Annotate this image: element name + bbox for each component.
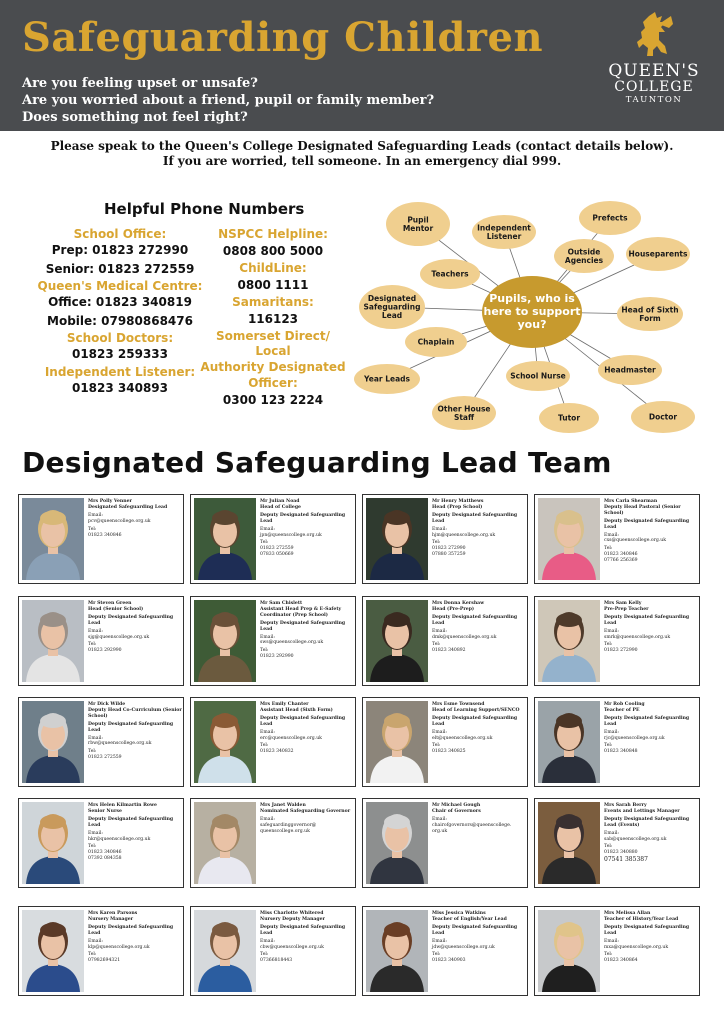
email-label: Email:	[604, 532, 619, 538]
diagram-node-label: Designated	[367, 294, 417, 303]
staff-name: Mrs Emily Chanter	[260, 702, 309, 707]
staff-card	[534, 596, 700, 686]
staff-role: Assistant Head (Sixth Form)	[260, 707, 333, 713]
staff-role: Deputy Head Pastoral (Senior School)	[604, 504, 681, 516]
staff-card	[362, 906, 528, 996]
staff-role: Head of College	[260, 504, 301, 510]
intro-line: If you are worried, tell someone. In an emergency dial 999.	[162, 154, 562, 168]
staff-name: Mrs Melissa Allan	[604, 911, 651, 916]
staff-phone: 01823 340832	[260, 749, 294, 755]
tel-label: Tel:	[88, 526, 97, 532]
staff-details	[260, 601, 354, 660]
staff-dsl-title: Deputy Designated Safeguarding Lead	[432, 715, 518, 727]
staff-details	[432, 803, 526, 835]
support-diagram-svg	[354, 197, 714, 437]
diagram-node-label: Houseparents	[628, 249, 688, 259]
staff-role: Senior Nurse	[88, 808, 122, 814]
staff-card	[362, 798, 528, 888]
diagram-node	[626, 237, 690, 271]
logo-text-queens: QUEEN'S	[608, 61, 700, 81]
staff-card	[190, 494, 356, 584]
tel-label: Tel:	[88, 952, 97, 958]
tel-label: Tel:	[260, 648, 269, 654]
staff-photo	[366, 701, 428, 783]
phone-label: School Office:	[73, 227, 167, 241]
staff-name: Miss Charlotte Whitered	[260, 911, 324, 916]
diagram-node-label: Outside	[567, 247, 601, 257]
staff-email: cbw@queenscollege.org.uk	[260, 944, 324, 950]
college-logo	[598, 10, 710, 115]
staff-phone: 01823 340892	[432, 648, 466, 654]
diagram-node-label: Other House	[437, 404, 491, 414]
staff-dsl-title: Deputy Designated Safeguarding Lead	[260, 924, 346, 936]
staff-email: hkr@queenscollege.org.uk	[88, 836, 151, 842]
diagram-node	[420, 259, 480, 289]
diagram-node	[405, 327, 467, 357]
email-label: Email:	[260, 816, 275, 822]
staff-details	[432, 601, 526, 654]
staff-email: sab@queenscollege.org.uk	[604, 836, 667, 842]
staff-details	[604, 499, 698, 564]
phone-label: Queen's Medical Centre:	[37, 279, 203, 293]
phone-label: ChildLine:	[239, 261, 307, 275]
staff-dsl-title: Deputy Designated Safeguarding Lead	[260, 512, 346, 524]
staff-phone: 01823 272559	[88, 755, 122, 761]
staff-phone: 01823 292990	[260, 654, 294, 660]
staff-card	[362, 494, 528, 584]
email-label: Email:	[88, 512, 103, 518]
staff-photo	[538, 600, 600, 682]
email-label: Email:	[260, 938, 275, 944]
phone-number: Prep: 01823 272990	[51, 243, 189, 257]
staff-photo	[22, 498, 84, 580]
email-label: Email:	[604, 938, 619, 944]
diagram-node-label: Form	[639, 313, 661, 323]
tel-label: Tel:	[604, 743, 613, 749]
tel-label: Tel:	[432, 952, 441, 958]
diagram-node-label: Year Leads	[364, 374, 410, 384]
tel-label: Tel:	[604, 642, 613, 648]
staff-photo	[194, 701, 256, 783]
staff-dsl-title: Deputy Designated Safeguarding Lead	[88, 721, 174, 733]
phone-label: Independent Listener:	[44, 364, 196, 379]
diagram-node	[554, 239, 614, 273]
staff-photo	[538, 802, 600, 884]
diagram-center-label: Pupils, who is	[489, 292, 575, 305]
staff-name: Mr Henry Matthews	[432, 499, 484, 504]
phone-number: Office: 01823 340819	[48, 295, 192, 309]
staff-details	[88, 911, 182, 964]
staff-card	[362, 596, 528, 686]
tel-label: Tel:	[432, 743, 441, 749]
diagram-center-label: you?	[517, 318, 547, 331]
staff-dsl-title: Deputy Designated Safeguarding Lead	[88, 924, 174, 936]
staff-email: dmk@queenscollege.org.uk	[432, 634, 497, 640]
diagram-node-label: Prefects	[592, 213, 628, 223]
question-line: Are you worried about a friend, pupil or family member?	[22, 93, 435, 108]
staff-email: mxa@queenscollege.org.uk	[604, 944, 669, 950]
staff-role: Designated Safeguarding Lead	[88, 504, 168, 510]
staff-photo	[22, 802, 84, 884]
staff-details	[260, 702, 354, 755]
staff-name: Mrs Karen Parsons	[88, 911, 138, 916]
phone-number: 116123	[247, 312, 299, 326]
staff-name: Mr Michael Gough	[432, 803, 481, 808]
logo-text-taunton: TAUNTON	[625, 95, 683, 105]
staff-role: Teacher of English/Year Lead	[432, 916, 507, 922]
staff-dsl-title: Deputy Designated Safeguarding Lead (Events)	[604, 816, 690, 828]
staff-email: cxs@queenscollege.org.uk	[604, 538, 666, 544]
intro-line: Please speak to the Queen's College Designated Safeguarding Leads (contact details below).	[50, 139, 674, 153]
staff-email: elt@queenscollege.org.uk	[432, 735, 493, 741]
logo-text-college: COLLEGE	[614, 79, 694, 95]
staff-email: jdw@queenscollege.org.uk	[432, 944, 495, 950]
staff-phone: 01823 340825	[432, 749, 466, 755]
email-label: Email:	[604, 830, 619, 836]
staff-photo	[194, 910, 256, 992]
staff-phone: 01823 292990	[88, 648, 122, 654]
staff-card	[534, 906, 700, 996]
staff-details	[604, 601, 698, 654]
staff-card	[18, 596, 184, 686]
staff-name: Mrs Sam Kelly	[604, 601, 642, 606]
diagram-node	[631, 401, 695, 433]
phone-label: Authority Designated	[200, 360, 346, 374]
staff-card	[534, 697, 700, 787]
diagram-node	[539, 403, 599, 433]
email-label: Email:	[88, 735, 103, 741]
phone-number: 01823 259333	[71, 347, 169, 361]
staff-card	[362, 697, 528, 787]
email-label: Email:	[604, 729, 619, 735]
tel-label: Tel:	[604, 952, 613, 958]
staff-phone-2: 07880 357259	[432, 552, 466, 558]
staff-role: Deputy Head Co-Curriculum (Senior School)	[88, 707, 182, 719]
staff-photo	[366, 910, 428, 992]
diagram-node-label: Mentor	[402, 223, 434, 233]
staff-name: Mr Dick Wilde	[88, 702, 126, 707]
staff-photo	[194, 600, 256, 682]
diagram-node-label: Head of Sixth	[621, 305, 679, 315]
staff-card	[18, 697, 184, 787]
staff-details	[432, 499, 526, 558]
staff-role: Pre-Prep Teacher	[604, 606, 649, 612]
tel-label: Tel:	[604, 844, 613, 850]
staff-details	[88, 803, 182, 862]
staff-card	[18, 494, 184, 584]
diagram-node	[359, 285, 425, 329]
staff-details	[604, 911, 698, 964]
email-label: Email:	[432, 729, 447, 735]
tel-label: Tel:	[88, 844, 97, 850]
phone-label: Officer:	[248, 376, 298, 390]
staff-photo	[538, 701, 600, 783]
staff-dsl-title: Deputy Designated Safeguarding Lead	[260, 620, 346, 632]
phones-left-column	[28, 226, 212, 398]
diagram-node-label: Staff	[453, 412, 475, 422]
email-label: Email:	[260, 634, 275, 640]
diagram-node-label: Pupil	[407, 215, 429, 225]
staff-phone: 01823 272559	[260, 546, 294, 552]
staff-card	[18, 906, 184, 996]
staff-name: Mrs Helen Kilmartin Rowe	[88, 803, 157, 808]
staff-photo	[22, 910, 84, 992]
diagram-node-label: Listener	[486, 231, 522, 241]
diagram-node	[579, 201, 641, 235]
staff-email: safeguardinggovernor@ queenscollege.org.uk	[260, 822, 317, 834]
staff-dsl-title: Deputy Designated Safeguarding Lead	[604, 614, 690, 626]
staff-phone-2: 07541 385387	[604, 856, 648, 864]
intro-text	[0, 139, 724, 169]
staff-photo	[366, 498, 428, 580]
staff-details	[260, 499, 354, 558]
diagram-node	[506, 361, 570, 391]
staff-role: Teacher of History/Year Lead	[604, 916, 679, 922]
staff-phone: 01823 340846	[88, 850, 122, 856]
staff-phone-2: 07392 084358	[88, 856, 122, 862]
staff-card	[534, 494, 700, 584]
phone-label: NSPCC Helpline:	[218, 227, 328, 241]
staff-phone: 01823 340903	[432, 958, 466, 964]
staff-card	[18, 798, 184, 888]
staff-phone: 01823 340846	[88, 532, 122, 538]
staff-email: jpn@queenscollege.org.uk	[260, 532, 322, 538]
staff-email: erc@queenscollege.org.uk	[260, 735, 322, 741]
staff-email: smrk@queenscollege.org.uk	[604, 634, 671, 640]
staff-photo	[194, 498, 256, 580]
staff-name: Mrs Carla Shearman	[604, 499, 658, 504]
staff-role: Nursery Manager	[88, 916, 134, 922]
support-diagram	[354, 197, 714, 437]
staff-role: Chair of Governors	[432, 808, 481, 814]
diagram-node-label: Agencies	[564, 255, 604, 265]
phone-number: 0808 800 5000	[222, 244, 324, 258]
tel-label: Tel:	[432, 642, 441, 648]
staff-phone: 01823 340880	[604, 850, 638, 856]
diagram-node-label: Independent	[477, 223, 531, 233]
staff-card	[190, 906, 356, 996]
tel-label: Tel:	[260, 952, 269, 958]
team-heading: Designated Safeguarding Lead Team	[22, 446, 612, 479]
staff-dsl-title: Deputy Designated Safeguarding Lead	[88, 816, 174, 828]
tel-label: Tel:	[432, 540, 441, 546]
tel-label: Tel:	[88, 642, 97, 648]
email-label: Email:	[432, 938, 447, 944]
staff-details	[432, 911, 526, 964]
staff-name: Mrs Polly Venner	[88, 499, 132, 504]
staff-role: Nursery Deputy Manager	[260, 916, 325, 922]
staff-dsl-title: Deputy Designated Safeguarding Lead	[432, 924, 518, 936]
staff-email: chairofgovernors@queenscollege. org.uk	[432, 822, 512, 834]
email-label: Email:	[604, 628, 619, 634]
diagram-node-label: Safeguarding	[363, 302, 421, 312]
staff-name: Mrs Sarah Berry	[604, 803, 647, 808]
staff-email: klp@queenscollege.org.uk	[88, 944, 150, 950]
staff-dsl-title: Deputy Designated Safeguarding Lead	[432, 512, 518, 524]
tel-label: Tel:	[260, 743, 269, 749]
staff-photo	[366, 600, 428, 682]
email-label: Email:	[88, 938, 103, 944]
question-line: Are you feeling upset or unsafe?	[22, 76, 258, 91]
staff-role: Head (Prep School)	[432, 504, 483, 510]
question-line: Does something not feel right?	[22, 110, 248, 125]
staff-phone: 01823 340864	[604, 958, 638, 964]
staff-details	[604, 803, 698, 863]
staff-dsl-title: Deputy Designated Safeguarding Lead	[432, 614, 518, 626]
phone-label: Samaritans:	[232, 295, 314, 309]
diagram-node	[598, 355, 662, 385]
staff-photo	[22, 701, 84, 783]
staff-role: Assistant Head Prep & E-Safety Coordinator (Prep School)	[260, 606, 342, 618]
staff-email: pcv@queenscollege.org.uk	[88, 518, 151, 524]
question-lines	[22, 75, 434, 126]
staff-dsl-title: Deputy Designated Safeguarding Lead	[260, 715, 346, 727]
email-label: Email:	[88, 628, 103, 634]
griffin-icon	[629, 10, 679, 60]
staff-name: Mr Steven Green	[88, 601, 132, 606]
staff-dsl-title: Deputy Designated Safeguarding Lead	[604, 924, 690, 936]
phone-number: 0800 1111	[237, 278, 309, 292]
staff-dsl-title: Deputy Designated Safeguarding Lead	[604, 518, 690, 530]
staff-details	[260, 803, 354, 835]
staff-photo	[366, 802, 428, 884]
tel-label: Tel:	[88, 749, 97, 755]
staff-details	[432, 702, 526, 755]
staff-phone-2: 07833 050669	[260, 552, 294, 558]
phone-label: Somerset Direct/ Local	[215, 329, 330, 358]
staff-name: Miss Jessica Watkins	[432, 911, 486, 916]
phone-number: 01823 340893	[71, 380, 169, 395]
tel-label: Tel:	[604, 546, 613, 552]
staff-name: Mrs Janet Walden	[260, 803, 306, 808]
diagram-node-label: Tutor	[557, 413, 581, 423]
staff-phone: 01823 340848	[604, 749, 638, 755]
staff-email: rbw@queenscollege.org.uk	[88, 741, 152, 747]
staff-name: Mrs Donna Kershaw	[432, 601, 485, 606]
staff-email: hjm@queenscollege.org.uk	[432, 532, 496, 538]
email-label: Email:	[88, 830, 103, 836]
staff-details	[88, 499, 182, 538]
diagram-node-label: Teachers	[431, 269, 469, 279]
staff-phone: 01823 272990	[604, 648, 638, 654]
staff-role: Events and Lettings Manager	[604, 808, 680, 814]
diagram-node-label: Lead	[381, 311, 403, 320]
tel-label: Tel:	[260, 540, 269, 546]
staff-photo	[538, 910, 600, 992]
diagram-node	[617, 297, 683, 331]
staff-name: Mr Rob Cooling	[604, 702, 645, 707]
diagram-node-label: Doctor	[648, 412, 678, 422]
phone-number: Mobile: 07980868476	[47, 313, 193, 328]
page-title: Safeguarding Children	[22, 14, 544, 61]
staff-card	[190, 596, 356, 686]
staff-details	[604, 702, 698, 755]
staff-details	[260, 911, 354, 964]
diagram-node-label: Chaplain	[417, 337, 455, 347]
diagram-node-label: Headmaster	[604, 365, 656, 375]
email-label: Email:	[432, 526, 447, 532]
diagram-node	[432, 396, 496, 430]
staff-dsl-title: Deputy Designated Safeguarding Lead	[604, 715, 690, 727]
staff-details	[88, 601, 182, 654]
phones-heading: Helpful Phone Numbers	[104, 200, 305, 218]
phone-number: 0300 123 2224	[222, 393, 324, 407]
email-label: Email:	[432, 816, 447, 822]
staff-details	[88, 702, 182, 761]
staff-email: sws@queenscollege.org.uk	[260, 640, 324, 646]
staff-phone-2: 07766 256369	[604, 558, 638, 564]
staff-name: Mrs Esme Townsend	[432, 702, 485, 707]
staff-role: Head (Pre-Prep)	[432, 606, 475, 612]
email-label: Email:	[260, 526, 275, 532]
diagram-node	[386, 202, 450, 246]
staff-email: rjc@queenscollege.org.uk	[604, 735, 665, 741]
staff-card	[190, 798, 356, 888]
staff-role: Head (Senior School)	[88, 606, 144, 612]
phone-label: School Doctors:	[66, 331, 174, 345]
staff-phone: 07982694321	[88, 958, 121, 964]
staff-card	[534, 798, 700, 888]
staff-photo	[538, 498, 600, 580]
staff-role: Teacher of PE	[604, 707, 640, 713]
staff-photo	[194, 802, 256, 884]
staff-name: Mr Julian Noad	[260, 499, 300, 504]
diagram-node-label: School Nurse	[510, 371, 566, 381]
staff-photo	[22, 600, 84, 682]
staff-phone: 01823 340846	[604, 552, 638, 558]
phones-right-column	[198, 226, 348, 410]
diagram-node	[472, 215, 536, 249]
phone-number: Senior: 01823 272559	[45, 261, 195, 276]
staff-dsl-title: Deputy Designated Safeguarding Lead	[88, 614, 174, 626]
staff-email: sjg@queenscollege.org.uk	[88, 634, 150, 640]
staff-role: Head of Learning Support/SENCO	[432, 707, 520, 713]
diagram-center-label: here to support	[483, 305, 581, 318]
header-banner	[0, 0, 724, 131]
email-label: Email:	[260, 729, 275, 735]
staff-card	[190, 697, 356, 787]
staff-phone: 07366818443	[260, 958, 293, 964]
diagram-node	[354, 364, 420, 394]
staff-phone: 01823 272990	[432, 546, 466, 552]
email-label: Email:	[432, 628, 447, 634]
staff-name: Mr Sam Chislett	[260, 601, 303, 606]
staff-role: Nominated Safeguarding Governor	[260, 808, 351, 814]
